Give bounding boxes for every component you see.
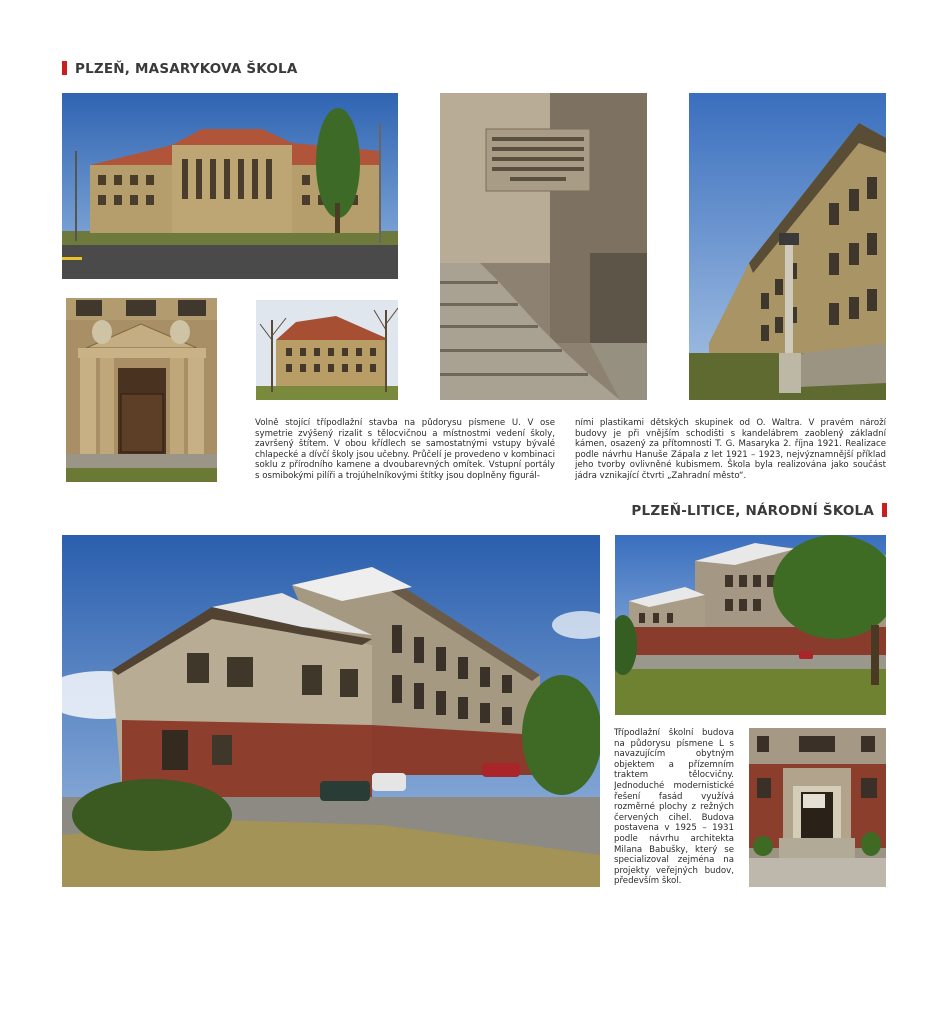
accent-bar	[882, 503, 887, 517]
section1-description-col2: ními plastikami dětských skupinek od O. Waltra. V pravém nároží budovy je při vnějším schodišti s kandelábrem zaoblený základní kámen, osazený za přítomnosti T. G. Masaryka 2. října 1921. Realizace podle návrhu Hanuše Zápala z let 1921 – 1923, nejvýznamnější příklad jeho tvorby ovlivněné kubismem. Škola byla realizována jako součást jádra vznikající čtvrti „Zahradní město“.	[575, 418, 886, 480]
photo-foundation-stone-stairs	[440, 93, 647, 400]
photo-entrance-portal	[66, 298, 217, 482]
photo-litice-school-main	[62, 535, 600, 887]
photo-school-corner-lamp	[689, 93, 886, 400]
section2-description: Třípodlažní školní budova na půdorysu písmene L s navazujícím obytným objektem a přízemním traktem tělocvičny. Jednoduché modernistické řešení fasád využívá rozměrné plochy z režných červených cihel. Budova postavena v 1925 – 1931 podle návrhu architekta Milana Babušky, který se specializoval zejména na projekty veřejných budov, především škol.	[614, 728, 734, 886]
accent-bar	[62, 61, 67, 75]
photo-litice-school-entrance	[749, 728, 886, 887]
section-title-masarykova: PLZEŇ, MASARYKOVA ŠKOLA	[62, 61, 297, 77]
section1-description-col1: Volně stojící třípodlažní stavba na půdorysu písmene U. V ose symetrie zvýšený rizalit s tělocvičnou a místnostmi vedení školy, završený štítem. V obou křídlech se samostatnými vstupy bývalé chlapecké a dívčí školy jsou učebny. Průčelí je provedeno v kombinaci soklu z přírodního kamene a dvoubarevných omítek. Vstupní portály s osmibokými pilíři a trojúhelníkovými štítky jsou doplněny figurál-	[255, 418, 555, 480]
photo-masarykova-school-facade	[62, 93, 398, 279]
section-title-litice: PLZEŇ-LITICE, NÁRODNÍ ŠKOLA	[631, 503, 887, 519]
photo-school-overview-trees	[256, 300, 398, 400]
photo-litice-school-street-tree	[615, 535, 886, 715]
